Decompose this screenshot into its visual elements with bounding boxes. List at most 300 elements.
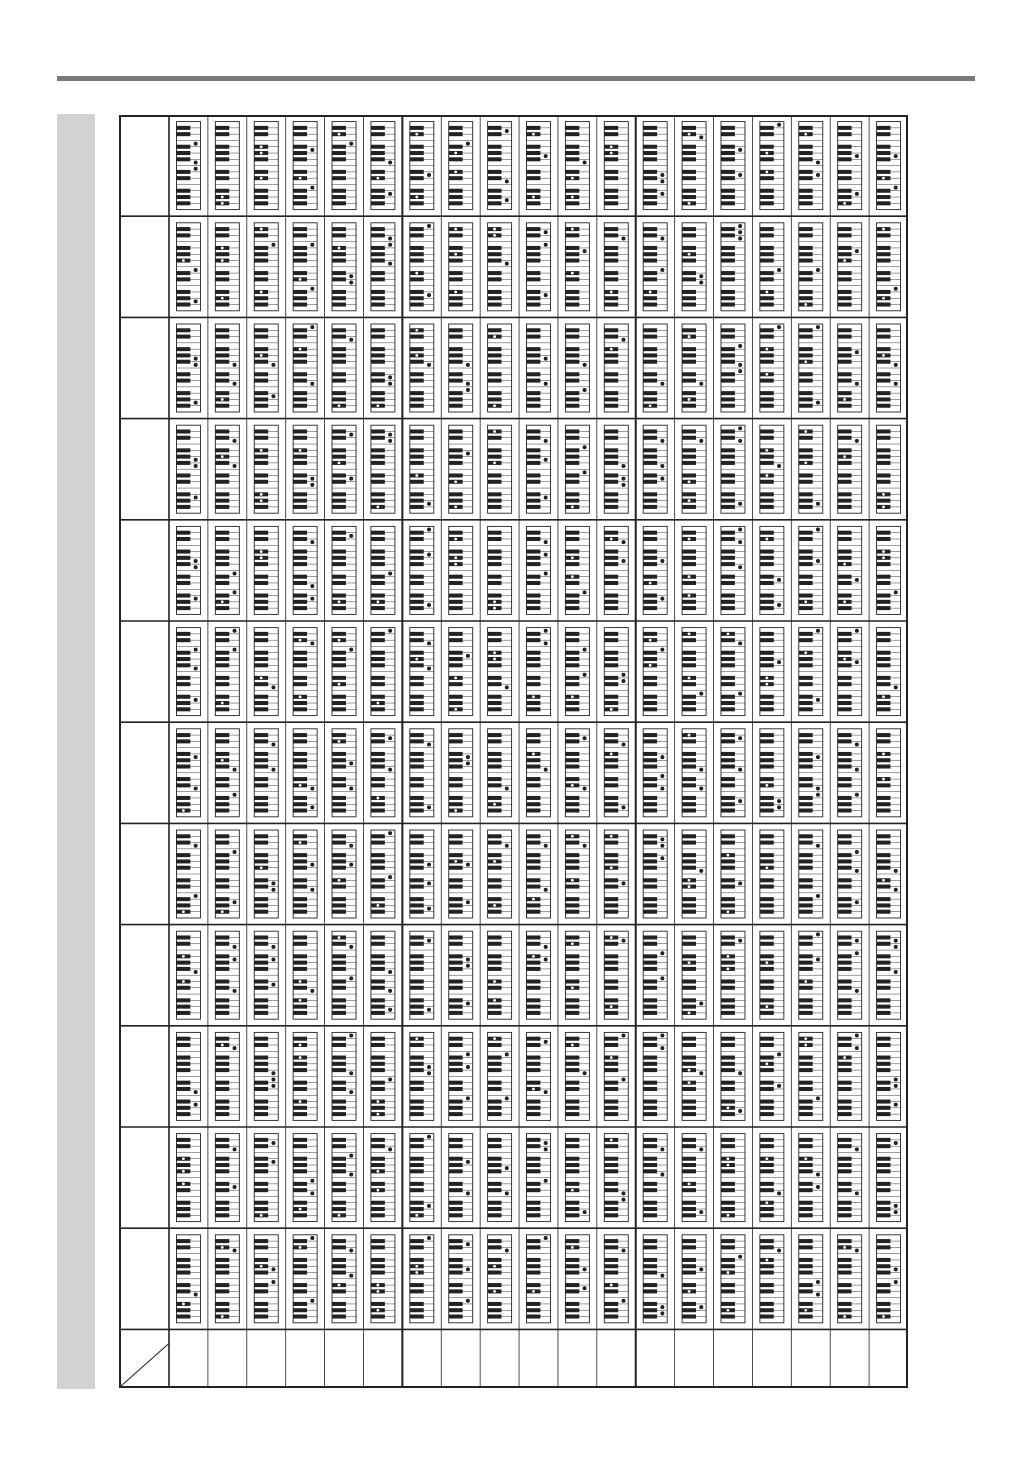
pressed-key-dot [505, 844, 508, 847]
black-key [293, 733, 307, 737]
pressed-key-dot [661, 774, 664, 777]
black-key [799, 290, 813, 294]
black-key [838, 353, 852, 357]
black-key [838, 651, 852, 655]
pressed-key-dot [544, 642, 547, 645]
pressed-key-dot [311, 597, 314, 600]
black-key [838, 581, 852, 585]
black-key [527, 227, 541, 231]
black-key [877, 841, 891, 845]
black-key [254, 201, 268, 205]
piano-keyboard-icon [410, 324, 434, 412]
black-key [488, 189, 502, 193]
pressed-key-dot [816, 698, 819, 701]
black-key [410, 404, 424, 408]
piano-keyboard-icon [371, 830, 395, 918]
black-key [332, 556, 346, 560]
piano-keyboard-icon [527, 324, 551, 412]
black-key [449, 473, 463, 477]
piano-keyboard-icon [332, 830, 356, 918]
black-key [565, 859, 579, 863]
black-key [799, 397, 813, 401]
black-key [682, 448, 696, 452]
black-key [371, 303, 385, 307]
black-key [371, 397, 385, 401]
black-key [838, 246, 852, 250]
black-key [604, 594, 618, 598]
black-key [176, 347, 190, 351]
black-key [332, 1037, 346, 1041]
black-key [721, 841, 735, 845]
black-key [293, 436, 307, 440]
black-key [760, 303, 774, 307]
black-key [176, 967, 190, 971]
black-key [604, 176, 618, 180]
black-key [721, 505, 735, 509]
black-key [721, 195, 735, 199]
black-key [215, 499, 229, 503]
black-key [721, 277, 735, 281]
pressed-key-dot [298, 449, 301, 452]
pressed-key-dot [221, 398, 224, 401]
black-key [488, 707, 502, 711]
black-key [527, 802, 541, 806]
black-key [410, 290, 424, 294]
black-key [838, 866, 852, 870]
black-key [643, 353, 657, 357]
black-key [215, 739, 229, 743]
pressed-key-dot [350, 1090, 353, 1093]
black-key [488, 252, 502, 256]
black-key [254, 303, 268, 307]
black-key [176, 739, 190, 743]
pressed-key-dot [532, 897, 535, 900]
black-key [760, 296, 774, 300]
black-key [293, 777, 307, 781]
black-key [410, 391, 424, 395]
pressed-key-dot [687, 253, 690, 256]
black-key [877, 765, 891, 769]
black-key [643, 499, 657, 503]
black-key [215, 752, 229, 756]
pressed-key-dot [259, 145, 262, 148]
black-key [799, 841, 813, 845]
black-key [176, 195, 190, 199]
pressed-key-dot [454, 860, 457, 863]
black-key [760, 632, 774, 636]
pressed-key-dot [700, 382, 703, 385]
black-key [215, 157, 229, 161]
black-key [721, 979, 735, 983]
black-key [449, 897, 463, 901]
black-key [293, 227, 307, 231]
black-key [215, 1037, 229, 1041]
black-key [799, 657, 813, 661]
black-key [293, 252, 307, 256]
pressed-key-dot [843, 600, 846, 603]
pressed-key-dot [272, 395, 275, 398]
black-key [293, 537, 307, 541]
black-key [293, 379, 307, 383]
black-key [410, 492, 424, 496]
black-key [449, 391, 463, 395]
black-key [371, 695, 385, 699]
black-key [527, 682, 541, 686]
black-key [332, 335, 346, 339]
black-key [838, 663, 852, 667]
black-key [721, 353, 735, 357]
black-key [293, 461, 307, 465]
piano-keyboard-icon [410, 526, 434, 614]
black-key [488, 777, 502, 781]
black-key [332, 903, 346, 907]
black-key [527, 505, 541, 509]
black-key [371, 707, 385, 711]
black-key [682, 758, 696, 762]
black-key [838, 841, 852, 845]
pressed-key-dot [855, 192, 858, 195]
black-key [449, 739, 463, 743]
black-key [877, 360, 891, 364]
black-key [565, 701, 579, 705]
pressed-key-dot [738, 148, 741, 151]
black-key [449, 777, 463, 781]
black-key [721, 126, 735, 130]
black-key [527, 246, 541, 250]
black-key [760, 556, 774, 560]
pressed-key-dot [194, 894, 197, 897]
black-key [293, 473, 307, 477]
row-label-cell [120, 622, 169, 722]
black-key [527, 651, 541, 655]
black-key [682, 796, 696, 800]
black-key [215, 1056, 229, 1060]
pressed-key-dot [259, 151, 262, 154]
piano-keyboard-icon [643, 324, 667, 412]
black-key [527, 404, 541, 408]
black-key [371, 335, 385, 339]
pressed-key-dot [350, 844, 353, 847]
piano-keyboard-icon [760, 223, 784, 311]
black-key [877, 335, 891, 339]
pressed-key-dot [233, 768, 236, 771]
black-key [293, 758, 307, 762]
pressed-key-dot [298, 278, 301, 281]
pressed-key-dot [388, 161, 391, 164]
black-key [527, 562, 541, 566]
pressed-key-dot [182, 809, 185, 812]
black-key [682, 809, 696, 813]
black-key [215, 979, 229, 983]
pressed-key-dot [687, 575, 690, 578]
black-key [449, 195, 463, 199]
black-key [643, 259, 657, 263]
piano-keyboard-icon [643, 830, 667, 918]
black-key [410, 575, 424, 579]
black-key [293, 1112, 307, 1116]
black-key [838, 303, 852, 307]
black-key [721, 859, 735, 863]
black-key [293, 259, 307, 263]
chart-row [120, 420, 169, 520]
black-key [176, 556, 190, 560]
pressed-key-dot [804, 360, 807, 363]
black-key [371, 429, 385, 433]
chart-row [120, 723, 169, 823]
black-key [332, 1056, 346, 1060]
black-key [760, 271, 774, 275]
pressed-key-dot [233, 572, 236, 575]
black-key [254, 1100, 268, 1104]
black-key [215, 562, 229, 566]
black-key [799, 834, 813, 838]
pressed-key-dot [661, 439, 664, 442]
black-key [643, 550, 657, 554]
black-key [643, 303, 657, 307]
black-key [682, 455, 696, 459]
black-key [371, 834, 385, 838]
black-key [176, 942, 190, 946]
black-key [254, 461, 268, 465]
pressed-key-dot [622, 464, 625, 467]
pressed-key-dot [182, 955, 185, 958]
black-key [721, 998, 735, 1002]
pressed-key-dot [765, 866, 768, 869]
black-key [682, 802, 696, 806]
pressed-key-dot [337, 682, 340, 685]
pressed-key-dot [233, 464, 236, 467]
black-key [682, 550, 696, 554]
black-key [215, 537, 229, 541]
pressed-key-dot [894, 888, 897, 891]
black-key [410, 227, 424, 231]
black-key [488, 841, 502, 845]
black-key [332, 575, 346, 579]
black-key [604, 657, 618, 661]
black-key [838, 126, 852, 130]
black-key [254, 758, 268, 762]
black-key [254, 1011, 268, 1015]
pressed-key-dot [544, 439, 547, 442]
black-key [410, 296, 424, 300]
black-key [565, 581, 579, 585]
piano-keyboard-icon [565, 223, 589, 311]
black-key [838, 853, 852, 857]
pressed-key-dot [427, 642, 430, 645]
black-key [371, 859, 385, 863]
black-key [799, 195, 813, 199]
black-key [565, 954, 579, 958]
black-key [254, 707, 268, 711]
black-key [176, 492, 190, 496]
black-key [254, 581, 268, 585]
black-key [760, 455, 774, 459]
black-key [215, 663, 229, 667]
pressed-key-dot [182, 259, 185, 262]
black-key [410, 777, 424, 781]
black-key [799, 335, 813, 339]
piano-keyboard-icon [838, 324, 862, 412]
black-key [799, 436, 813, 440]
black-key [410, 600, 424, 604]
black-key [760, 733, 774, 737]
pressed-key-dot [194, 566, 197, 569]
black-key [565, 897, 579, 901]
black-key [877, 701, 891, 705]
black-key [604, 391, 618, 395]
piano-keyboard-icon [449, 931, 473, 1019]
black-key [565, 303, 579, 307]
pressed-key-dot [194, 300, 197, 303]
pressed-key-dot [454, 537, 457, 540]
piano-keyboard-icon [604, 729, 628, 817]
black-key [721, 1005, 735, 1009]
black-key [176, 1011, 190, 1015]
black-key [527, 461, 541, 465]
black-key [254, 455, 268, 459]
pressed-key-dot [221, 455, 224, 458]
black-key [215, 841, 229, 845]
black-key [371, 638, 385, 642]
piano-keyboard-icon [721, 425, 745, 513]
black-key [215, 783, 229, 787]
black-key [293, 189, 307, 193]
pressed-key-dot [843, 259, 846, 262]
piano-keyboard-icon [799, 830, 823, 918]
black-key [799, 492, 813, 496]
pressed-key-dot [194, 970, 197, 973]
black-key [565, 397, 579, 401]
black-key [215, 145, 229, 149]
black-key [176, 701, 190, 705]
black-key [254, 335, 268, 339]
pressed-key-dot [454, 556, 457, 559]
black-key [799, 170, 813, 174]
black-key [643, 859, 657, 863]
pressed-key-dot [816, 161, 819, 164]
black-key [449, 935, 463, 939]
black-key [215, 632, 229, 636]
black-key [332, 328, 346, 332]
black-key [332, 1043, 346, 1047]
black-key [371, 246, 385, 250]
pressed-key-dot [765, 676, 768, 679]
pressed-key-dot [259, 676, 262, 679]
black-key [254, 480, 268, 484]
black-key [799, 246, 813, 250]
pressed-key-dot [466, 755, 469, 758]
black-key [604, 296, 618, 300]
black-key [682, 353, 696, 357]
pressed-key-dot [571, 227, 574, 230]
black-key [877, 986, 891, 990]
pressed-key-dot [454, 151, 457, 154]
black-key [604, 335, 618, 339]
pressed-key-dot [350, 281, 353, 284]
black-key [877, 347, 891, 351]
black-key [449, 986, 463, 990]
pressed-key-dot [388, 433, 391, 436]
black-key [332, 379, 346, 383]
black-key [527, 176, 541, 180]
black-key [877, 170, 891, 174]
black-key [449, 758, 463, 762]
pressed-key-dot [610, 537, 613, 540]
pressed-key-dot [388, 831, 391, 834]
black-key [254, 910, 268, 914]
pressed-key-dot [855, 660, 858, 663]
piano-keyboard-icon [527, 931, 551, 1019]
black-key [488, 499, 502, 503]
black-key [332, 1087, 346, 1091]
pressed-key-dot [816, 894, 819, 897]
black-key [565, 404, 579, 408]
black-key [293, 328, 307, 332]
pressed-key-dot [661, 952, 664, 955]
pressed-key-dot [855, 439, 858, 442]
black-key [215, 132, 229, 136]
black-key [371, 1043, 385, 1047]
black-key [449, 246, 463, 250]
pressed-key-dot [661, 237, 664, 240]
black-key [410, 448, 424, 452]
black-key [604, 802, 618, 806]
black-key [293, 606, 307, 610]
black-key [682, 429, 696, 433]
black-key [215, 170, 229, 174]
piano-keyboard-icon [176, 425, 200, 513]
black-key [838, 537, 852, 541]
black-key [565, 379, 579, 383]
black-key [527, 189, 541, 193]
pressed-key-dot [466, 1002, 469, 1005]
pressed-key-dot [610, 347, 613, 350]
black-key [643, 126, 657, 130]
black-key [371, 170, 385, 174]
black-key [527, 328, 541, 332]
pressed-key-dot [311, 287, 314, 290]
black-key [838, 277, 852, 281]
black-key [176, 397, 190, 401]
piano-keyboard-icon [410, 223, 434, 311]
black-key [838, 682, 852, 686]
black-key [176, 448, 190, 452]
row-label-cell [120, 1229, 169, 1329]
black-key [682, 765, 696, 769]
black-key [410, 651, 424, 655]
pressed-key-dot [259, 176, 262, 179]
black-key [176, 903, 190, 907]
black-key [877, 594, 891, 598]
black-key [760, 562, 774, 566]
pressed-key-dot [298, 638, 301, 641]
black-key [449, 271, 463, 275]
chart-row [120, 824, 169, 924]
black-key [488, 480, 502, 484]
pressed-key-dot [804, 600, 807, 603]
black-key [293, 455, 307, 459]
black-key [643, 189, 657, 193]
pressed-key-dot [544, 553, 547, 556]
black-key [215, 252, 229, 256]
black-key [410, 170, 424, 174]
black-key [721, 429, 735, 433]
pressed-key-dot [777, 660, 780, 663]
pressed-key-dot [427, 293, 430, 296]
pressed-key-dot [855, 793, 858, 796]
black-key [838, 1005, 852, 1009]
black-key [254, 1005, 268, 1009]
